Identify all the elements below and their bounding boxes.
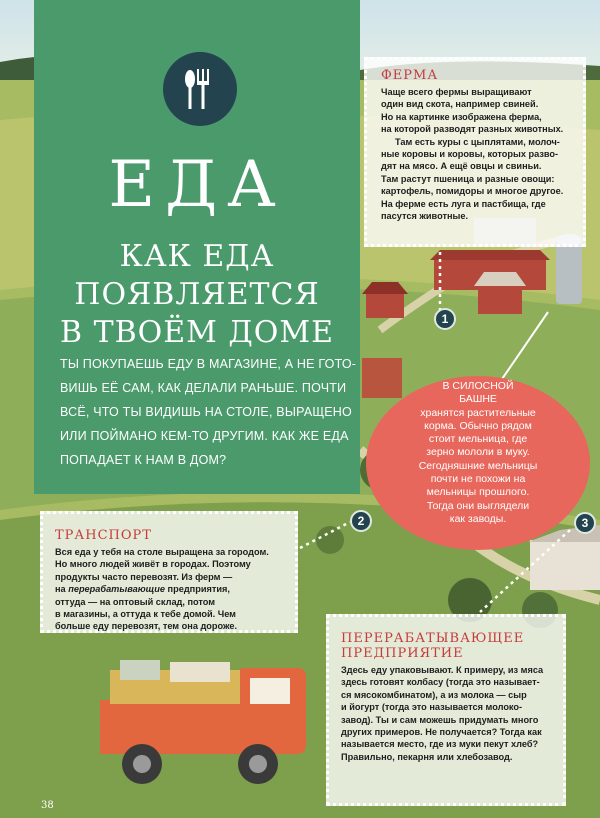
page-subtitle: КАК ЕДА ПОЯВЛЯЕТСЯ В ТВОЁМ ДОМЕ [60,239,334,350]
farm-text-2: Там есть куры с цыплятами, молоч- ные коровы и коровы, которых разво- дят на мясо. А ещё овцы и свиньи. Там растут пшеница и разные овощи: картофель, помидоры и многое другое. На ферме есть луга и пастбища, где пасутся животные. [381,136,564,222]
factory-info-box [326,614,566,806]
farm-text: Чаще всего фермы выращивают один вид скота, например свиней. Но на картинке изображена ферма, на которой разводят разных животных. [381,87,564,135]
transport-info-box [40,511,298,633]
farm-info-box [364,57,586,247]
farm-heading: ФЕРМА [381,68,439,83]
transport-heading: ТРАНСПОРТ [55,528,152,543]
intro-text: ТЫ ПОКУПАЕШЬ ЕДУ В МАГАЗИНЕ, А НЕ ГОТО- ВИШЬ ЕЁ САМ, КАК ДЕЛАЛИ РАНЬШЕ. ПОЧТИ ВСЁ, ЧТО ТЫ ВИДИШЬ НА СТОЛЕ, ВЫРАЩЕНО ИЛИ ПОЙМАНО КЕМ-ТО ДРУГИМ. КАК ЖЕ ЕДА ПОПАДАЕТ К НАМ В ДОМ? [60,357,357,467]
marker-2: 2 [350,510,372,532]
transport-text: Вся еда у тебя на столе выращена за городом. Но много людей живёт в городах. Поэтому продукты часто перевозят. Из ферм — на перерабатывающие предприятия, оттуда — на оптовый склад, потом в магазины, а оттуда к тебе домой. Чем больше еду перевозят, тем она дороже. [55,547,269,632]
page-number: 38 [41,800,54,811]
marker-1: 1 [434,308,456,330]
fork-spoon-icon [163,52,237,126]
page-title: ЕДА [108,148,286,222]
factory-heading: ПЕРЕРАБАТЫВАЮЩЕЕ ПРЕДПРИЯТИЕ [341,631,525,661]
marker-3: 3 [574,512,596,534]
factory-text: Здесь еду упаковывают. К примеру, из мяса здесь готовят колбасу (тогда это называет- ся мясокомбинатом), а из молока — сыр и йогурт (тогда это называется молоко- завод). Ты и сам можешь придумать много других примеров. Не получается? Тогда как называется место, где из муки пекут хлеб? Правильно, пекарня или хлебозавод. [341,665,544,762]
silo-info-bubble: В СИЛОСНОЙ БАШНЕ хранятся растительные корма. Обычно рядом стоит мельница, где зерно мололи в муку. Сегодняшние мельницы почти не похожи на мельницы прошлого. Тогда они выглядели как заводы. [366,376,590,550]
